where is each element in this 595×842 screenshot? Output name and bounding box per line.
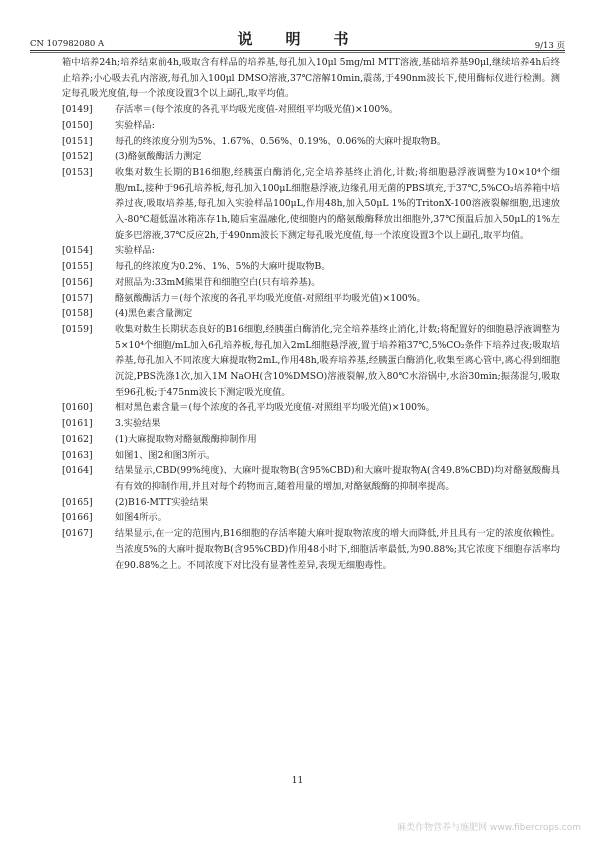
paragraph-number: [0151] <box>62 135 93 147</box>
paragraph <box>62 448 560 464</box>
paragraph-text: 酪氨酸酶活力＝(每个浓度的各孔平均吸光度值-对照组平均吸光值)×100%。 <box>115 292 426 304</box>
paragraph <box>62 306 560 322</box>
paragraph-text: 收集对数生长期的B16细胞,经胰蛋白酶消化,完全培养基终止消化,计数;将细胞悬浮液调整为10×10⁴个细胞/mL,接种于96孔培养板,每孔加入100μL细胞悬浮液,边缘孔用无菌的PBS填充,于37℃,5%CO₂培养箱中培养过夜,吸取培养基,每孔加入实验样品100μL,作用48h,加入50μL 1%的TritonX-100溶液裂解细胞,迅速放入-80℃超低温冰箱冻存1h,随后室温融化,使细胞内的酪氨酸酶释放出细胞外,37℃预温后加入50μL的1%左旋多巴溶液,37℃反应2h,于490nm波长下测定每孔吸光度值,每一个浓度设置3个以上副孔,取平均值。 <box>115 166 560 241</box>
paragraph-text: 结果显示,CBD(99%纯度)、大麻叶提取物B(含95%CBD)和大麻叶提取物A(含49.8%CBD)均对酪氨酸酶具有有效的抑制作用,并且对每个药物而言,随着用量的增加,对酪氨酸酶的抑制率提高。 <box>115 465 560 492</box>
header-rule <box>30 50 565 51</box>
paragraph-number: [0159] <box>62 323 93 335</box>
paragraph-number: [0167] <box>62 528 93 540</box>
paragraph <box>62 463 560 494</box>
page-indicator: 9/13 页 <box>534 41 565 51</box>
paragraph-text: 每孔的终浓度分别为5%、1.67%、0.56%、0.19%、0.06%的大麻叶提取物B。 <box>115 135 447 147</box>
paragraph-text: (3)酪氨酸酶活力测定 <box>115 151 202 163</box>
paragraph-number: [0154] <box>62 245 93 257</box>
paragraph-number: [0157] <box>62 292 93 304</box>
paragraph <box>62 510 560 526</box>
paragraph-number: [0158] <box>62 308 93 320</box>
paragraph-text: 收集对数生长期状态良好的B16细胞,经胰蛋白酶消化,完全培养基终止消化,计数;将配置好的细胞悬浮液调整为5×10⁴个细胞/mL加入6孔培养板,每孔加入2mL细胞悬浮液,置于培养箱37℃,5%CO₂条件下培养过夜;吸取培养基,每孔加入不同浓度大麻提取物2mL,作用48h,吸弃培养基,经胰蛋白酶消化,收集至离心管中,离心得到细胞沉淀,PBS洗涤1次,加入1M NaOH(含10%DMSO)溶液裂解,放入80℃水浴锅中,水浴30min;振荡混匀,吸取至96孔板;于475nm波长下测定吸光度值。 <box>115 323 560 398</box>
paragraph <box>62 526 560 573</box>
paragraph-number: [0162] <box>62 433 93 445</box>
paragraph-number: [0160] <box>62 402 93 414</box>
paragraph-text: (4)黑色素含量测定 <box>115 308 193 320</box>
paragraph-number: [0156] <box>62 276 93 288</box>
paragraph <box>62 322 560 401</box>
paragraph <box>62 165 560 244</box>
paragraph-number: [0149] <box>62 104 93 116</box>
paragraph-text: (1)大麻提取物对酪氨酸酶抑制作用 <box>115 433 257 445</box>
paragraph <box>62 432 560 448</box>
paragraph-number: [0155] <box>62 261 93 273</box>
paragraph-text: 相对黑色素含量＝(每个浓度的各孔平均吸光度值-对照组平均吸光值)×100%。 <box>115 402 435 414</box>
paragraph <box>62 400 560 416</box>
paragraph-text: 存活率＝(每个浓度的各孔平均吸光度值-对照组平均吸光值)×100%。 <box>115 104 399 116</box>
paragraph <box>62 416 560 432</box>
paragraph <box>62 134 560 150</box>
paragraph-number: [0150] <box>62 119 93 131</box>
paragraph-number: [0164] <box>62 465 93 477</box>
paragraph-number: [0165] <box>62 496 93 508</box>
patent-number: CN 107982080 A <box>30 39 105 49</box>
paragraph-number: [0152] <box>62 151 93 163</box>
paragraph <box>62 118 560 134</box>
paragraph-text: 箱中培养24h;培养结束前4h,吸取含有样品的培养基,每孔加入10μl 5mg/ml MTT溶液,基础培养基90μl,继续培养4h后终止培养;小心吸去孔内溶液,每孔加入100μl DMSO溶液,37℃溶解10min,震荡,于490nm波长下,使用酶标仪进行检测。测定每孔吸光度值,每一个浓度设置3个以上副孔,取平均值。 <box>62 57 560 100</box>
paragraph-text: 如图1、图2和图3所示。 <box>115 449 216 461</box>
paragraph-number: [0153] <box>62 166 93 178</box>
paragraph-text: 如图4所示。 <box>115 512 167 524</box>
paragraph-text: 对照品为:33mM熊果苷和细胞空白(只有培养基)。 <box>115 276 321 288</box>
paragraph <box>62 259 560 275</box>
watermark: 麻类作物营养与施肥网 www.fibercrops.com <box>397 823 581 833</box>
document-body <box>62 55 560 573</box>
paragraph <box>62 495 560 511</box>
paragraph-text: 实验样品: <box>115 119 155 131</box>
paragraph <box>62 55 560 102</box>
paragraph <box>62 243 560 259</box>
paragraph-number: [0166] <box>62 512 93 524</box>
page-header <box>30 28 565 51</box>
paragraph-text: 3.实验结果 <box>115 418 161 430</box>
paragraph <box>62 291 560 307</box>
paragraph <box>62 275 560 291</box>
page-number: 11 <box>291 776 304 786</box>
paragraph-text: 实验样品: <box>115 245 155 257</box>
paragraph-number: [0161] <box>62 418 93 430</box>
document-title: 说 明 书 <box>237 30 358 48</box>
paragraph-text: 结果显示,在一定的范围内,B16细胞的存活率随大麻叶提取物浓度的增大而降低,并且具有一定的浓度依赖性。当浓度5%的大麻叶提取物B(含95%CBD)作用48小时下,细胞活率最低,为90.88%;其它浓度下细胞存活率均在90.88%之上。不同浓度下对比没有显著性差异,表现无细胞毒性。 <box>115 528 560 571</box>
header-rule-thin <box>30 52 565 53</box>
paragraph-text: (2)B16-MTT实验结果 <box>115 496 209 508</box>
paragraph-text: 每孔的终浓度为0.2%、1%、5%的大麻叶提取物B。 <box>115 261 331 273</box>
paragraph <box>62 149 560 165</box>
paragraph-number: [0163] <box>62 449 93 461</box>
paragraph <box>62 102 560 118</box>
